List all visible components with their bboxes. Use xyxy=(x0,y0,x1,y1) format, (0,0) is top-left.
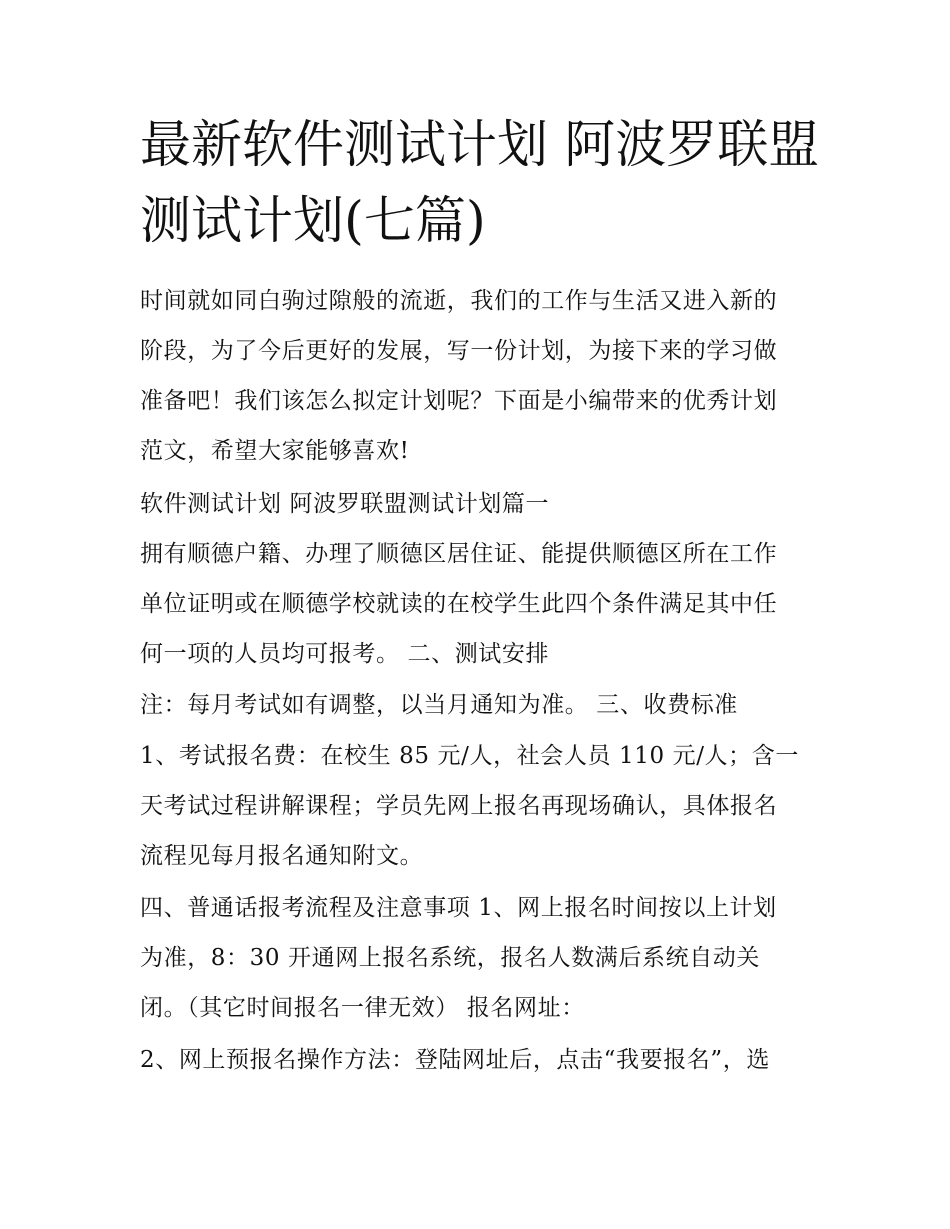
document-title-line-1: 最新软件测试计划 阿波罗联盟 xyxy=(140,116,820,175)
document-title-line-2: 测试计划(七篇) xyxy=(140,192,486,251)
body-paragraph-line: 四、普通话报考流程及注意事项 1、网上报名时间按以上计划 xyxy=(140,895,777,921)
body-paragraph-line: 流程见每月报名通知附文。 xyxy=(140,843,424,869)
body-paragraph-line: 单位证明或在顺德学校就读的在校学生此四个条件满足其中任 xyxy=(140,591,778,617)
body-paragraph-line: 2、网上预报名操作方法：登陆网址后，点击“我要报名”，选 xyxy=(140,1047,770,1073)
body-paragraph-line: 天考试过程讲解课程；学员先网上报名再现场确认，具体报名 xyxy=(140,793,778,819)
section-heading: 软件测试计划 阿波罗联盟测试计划篇一 xyxy=(140,491,550,517)
intro-paragraph-line: 准备吧！我们该怎么拟定计划呢？下面是小编带来的优秀计划 xyxy=(140,388,778,414)
intro-paragraph-line: 时间就如同白驹过隙般的流逝，我们的工作与生活又进入新的 xyxy=(140,288,778,314)
body-paragraph-line: 1、考试报名费：在校生 85 元/人，社会人员 110 元/人；含一 xyxy=(140,743,799,769)
intro-paragraph-line: 阶段，为了今后更好的发展，写一份计划，为接下来的学习做 xyxy=(140,338,778,364)
body-paragraph-line: 为准，8：30 开通网上报名系统，报名人数满后系统自动关 xyxy=(140,945,761,971)
intro-paragraph-line: 范文，希望大家能够喜欢! xyxy=(140,438,410,464)
body-paragraph-line: 闭。（其它时间报名一律无效） 报名网址： xyxy=(140,995,585,1021)
body-paragraph-line: 何一项的人员均可报考。 二、测试安排 xyxy=(140,641,550,667)
body-paragraph-line: 注：每月考试如有调整，以当月通知为准。 三、收费标准 xyxy=(140,692,738,718)
body-paragraph-line: 拥有顺德户籍、办理了顺德区居住证、能提供顺德区所在工作 xyxy=(140,541,778,567)
